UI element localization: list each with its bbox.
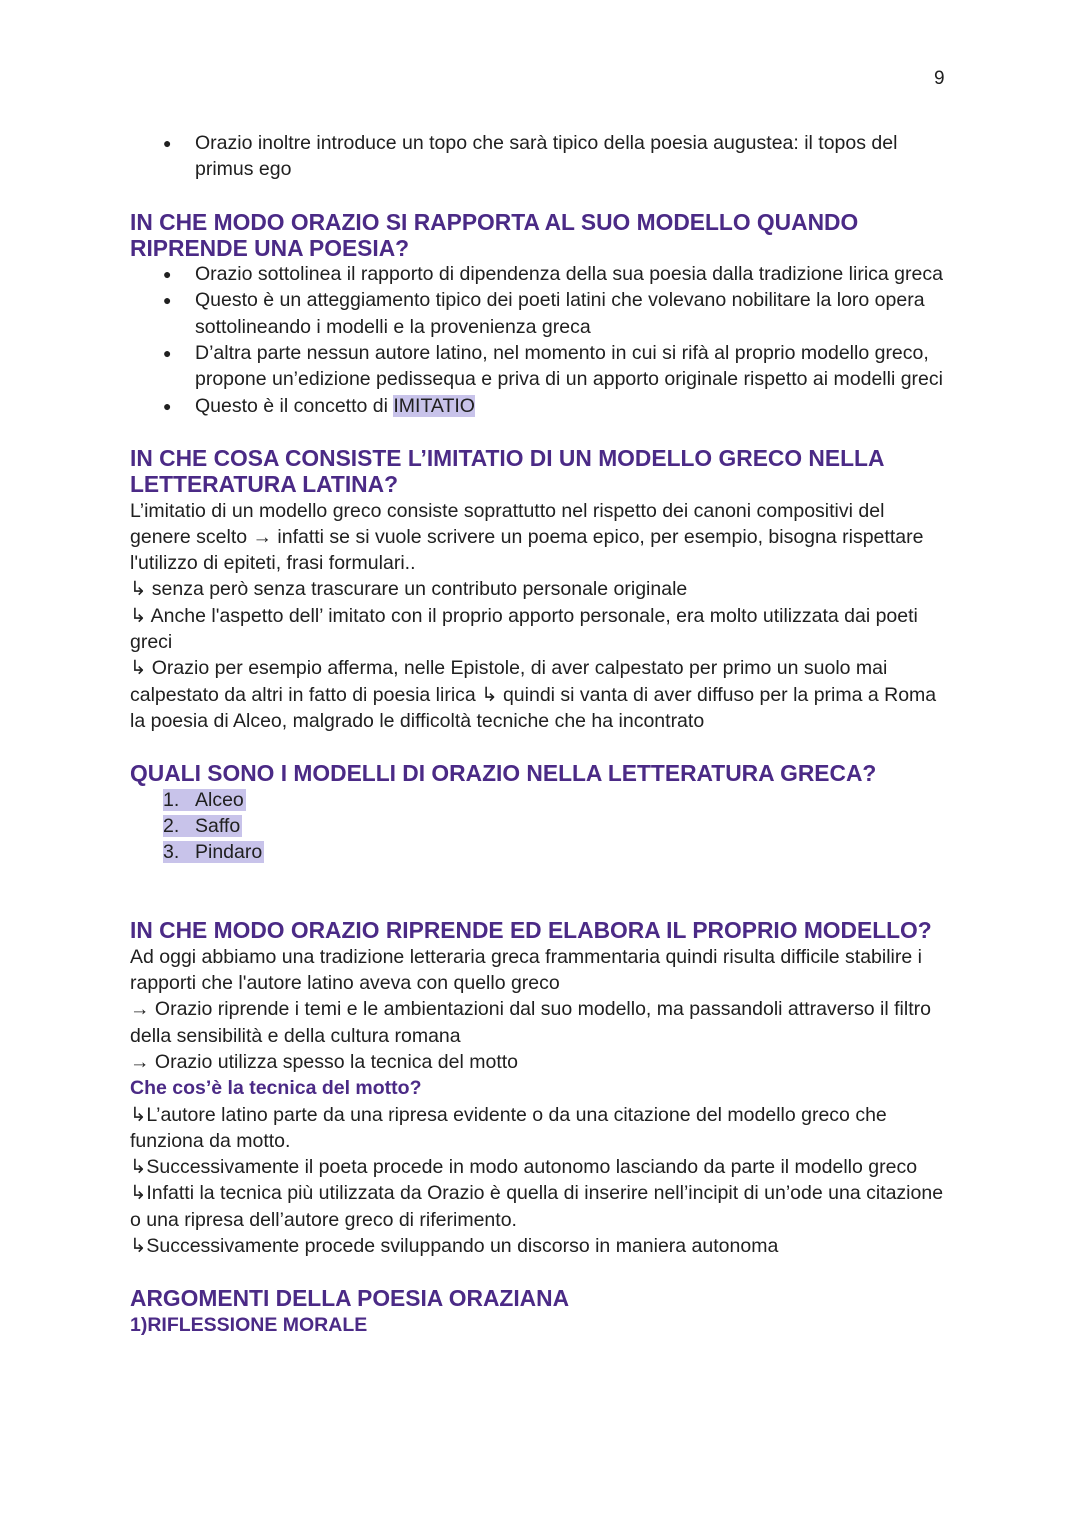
- list-item: [195, 393, 950, 419]
- paragraph: ↳Successivamente procede sviluppando un discorso in maniera autonoma: [130, 1234, 779, 1257]
- models-list: [130, 787, 950, 866]
- paragraph: L’imitatio di un modello greco consiste soprattutto nel rispetto dei canoni compositivi del genere scelto → infatti se si vuole scrivere un poema epico, per esempio, bisogna rispettare l'utilizzo di epiteti, frasi formulari..: [130, 499, 924, 575]
- paragraph: Ad oggi abbiamo una tradizione letteraria greca frammentaria quindi risulta difficile stabilire i rapporti che l'autore latino aveva con quello greco: [130, 945, 922, 995]
- paragraph: ↳ Anche l'aspetto dell’ imitato con il proprio apporto personale, era molto utilizzata dai poeti greci: [130, 604, 918, 654]
- model-name: Saffo: [195, 814, 241, 837]
- list-item: ● Questo è un atteggiamento tipico dei poeti latini che volevano nobilitare la loro opera sottolineando i modelli e la provenienza greca: [195, 287, 950, 340]
- list-item: ● Orazio inoltre introduce un topo che sarà tipico della poesia augustea: il topos del primus ego: [195, 130, 950, 183]
- section-heading-elaborazione: IN CHE MODO ORAZIO RIPRENDE ED ELABORA IL PROPRIO MODELLO?: [130, 917, 932, 944]
- imitatio-prefix: Questo è il concetto di: [195, 394, 394, 417]
- section-heading-rapporto-modello: IN CHE MODO ORAZIO SI RAPPORTA AL SUO MODELLO QUANDO RIPRENDE UNA POESIA?: [130, 208, 859, 261]
- list-number: 2.: [163, 814, 180, 837]
- model-name: Pindaro: [195, 841, 263, 864]
- imitatio-highlight: IMITATIO: [393, 394, 475, 417]
- document-body: [130, 130, 950, 1338]
- section-heading-modelli: QUALI SONO I MODELLI DI ORAZIO NELLA LETTERATURA GRECA?: [130, 760, 877, 787]
- paragraph: ↳Successivamente il poeta procede in modo autonomo lasciando da parte il modello greco: [130, 1156, 918, 1179]
- section1-bullet-list: [130, 261, 950, 419]
- subheading-riflessione-morale: 1)RIFLESSIONE MORALE: [130, 1313, 368, 1336]
- list-item: [163, 787, 950, 813]
- list-number: 1.: [163, 788, 180, 811]
- list-item: [163, 839, 950, 865]
- paragraph: ↳ Orazio per esempio afferma, nelle Epistole, di aver calpestato per primo un suolo mai calpestato da altri in fatto di poesia lirica ↳ quindi si vanta di aver diffuso per la prima a Roma la poesia di Alceo, malgrado le difficoltà tecniche che ha incontrato: [130, 657, 937, 732]
- list-item: [163, 813, 950, 839]
- list-number: 3.: [163, 841, 180, 864]
- subheading-tecnica-motto: Che cos’è la tecnica del motto?: [130, 1077, 422, 1100]
- section-heading-imitatio: IN CHE COSA CONSISTE L’IMITATIO DI UN MODELLO GRECO NELLA LETTERATURA LATINA?: [130, 444, 884, 498]
- section-heading-argomenti: ARGOMENTI DELLA POESIA ORAZIANA: [130, 1285, 570, 1312]
- paragraph: ↳L’autore latino parte da una ripresa evidente o da una citazione del modello greco che funziona da motto.: [130, 1103, 887, 1152]
- model-name: Alceo: [195, 788, 244, 811]
- list-item: ● D’altra parte nessun autore latino, nel momento in cui si rifà al proprio modello greco, propone un’edizione pedissequa e priva di un apporto originale rispetto ai modelli greci: [195, 340, 950, 393]
- paragraph: → Orazio utilizza spesso la tecnica del motto: [130, 1050, 519, 1073]
- paragraph: ↳Infatti la tecnica più utilizzata da Orazio è quella di inserire nell’incipit di un’ode una citazione o una ripresa dell’autore greco di riferimento.: [130, 1182, 944, 1231]
- page-number: 9: [934, 68, 945, 89]
- paragraph: ↳ senza però senza trascurare un contributo personale originale: [130, 578, 688, 601]
- intro-bullet-list: [130, 130, 950, 183]
- list-item: ● Orazio sottolinea il rapporto di dipendenza della sua poesia dalla tradizione lirica greca: [195, 261, 950, 287]
- paragraph: → Orazio riprende i temi e le ambientazioni dal suo modello, ma passandoli attraverso il filtro della sensibilità e della cultura romana: [130, 998, 931, 1047]
